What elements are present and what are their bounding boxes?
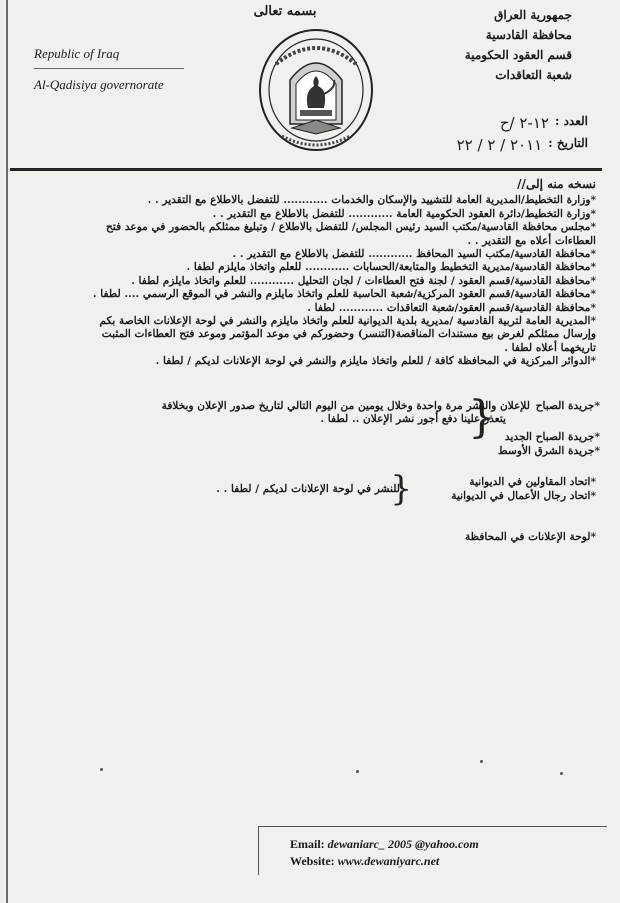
number-value: ١٢-٢ /ح bbox=[499, 114, 549, 132]
brace: { bbox=[390, 469, 412, 509]
governorate-ar: محافظة القادسية bbox=[485, 28, 572, 42]
newspaper-item: *جريدة الصباح bbox=[535, 400, 600, 412]
english-letterhead bbox=[34, 46, 214, 105]
list-item: *محافظة القادسية/قسم العقود / لجنة فتح العطاءات / لجان التحليل ............ للعلم واتخاذ مايلزم لطفا . bbox=[131, 274, 596, 287]
list-item: *المديرية العامة لتربية القادسية /مديرية بلدية الديوانية للعلم واتخاذ مايلزم والنشر في لوحة الإعلانات الخاصة بكم bbox=[99, 315, 596, 328]
date-label: التاريخ : bbox=[548, 136, 588, 150]
footer-contact bbox=[290, 836, 479, 870]
country-ar: جمهورية العراق bbox=[494, 8, 572, 22]
reference-block bbox=[388, 114, 588, 158]
contractors-block bbox=[36, 469, 596, 526]
website-value: www.dewaniyarc.net bbox=[337, 854, 440, 868]
arabic-letterhead bbox=[402, 8, 572, 88]
header-rule bbox=[10, 168, 602, 171]
country-en: Republic of Iraq bbox=[34, 46, 120, 61]
notice-board-item: *لوحة الإعلانات في المحافظة bbox=[465, 531, 596, 543]
department-ar: قسم العقود الحكومية bbox=[464, 48, 572, 62]
union-item: *اتحاد المقاولين في الديوانية bbox=[469, 476, 596, 488]
list-item: *وزارة التخطيط/المديرية العامة للتشييد والإسكان والخدمات ............ للتفضل بالاطلاع مع التقدير . . bbox=[147, 194, 596, 207]
page-edge-line bbox=[6, 0, 8, 903]
date-value: ٢٠١١ / ٢ / ٢٢ bbox=[456, 136, 543, 154]
list-item: وإرسال ممثلكم لغرض بيع مستندات المناقصة(التنسر) وحضوركم في موعد المؤتمر وموعد فتح العطاءات المثبت bbox=[101, 328, 596, 341]
newspaper-note-line: للإعلان والنشر مرة واحدة وخلال يومين من اليوم التالي لتاريخ صدور الإعلان وبخلافة bbox=[161, 400, 530, 412]
brace: { bbox=[468, 392, 496, 443]
number-label: العدد : bbox=[554, 114, 588, 128]
header-separator bbox=[34, 68, 184, 69]
list-item: *وزارة التخطيط/دائرة العقود الحكومية العامة ............ للتفضل بالاطلاع مع التقدير . . bbox=[212, 207, 596, 220]
distribution-list bbox=[16, 178, 596, 369]
email-value: dewaniarc_ 2005 @yahoo.com bbox=[327, 837, 479, 851]
governorate-en: Al-Qadisiya governorate bbox=[34, 77, 164, 92]
list-item: *محافظة القادسية/قسم العقود/شعبة التعاقدات ............ لطفا . bbox=[307, 301, 596, 314]
email-label: Email: bbox=[290, 837, 325, 851]
basmala: بسمه تعالى bbox=[253, 4, 317, 19]
list-item: *الدوائر المركزية في المحافظة كافة / للعلم واتخاذ مايلزم والنشر في لوحة الإعلانات لديكم / لطفا . bbox=[155, 355, 596, 368]
list-item: *محافظة القادسية/مديرية التخطيط والمتابعة/الحسابات ............ للعلم واتخاذ مايلزم لطفا . bbox=[186, 261, 596, 274]
union-item: *اتحاد رجال الأعمال في الديوانية bbox=[451, 490, 596, 502]
copy-to-heading: نسخه منه إلى// bbox=[517, 177, 596, 191]
newspaper-note bbox=[130, 400, 530, 426]
union-note: للنشر في لوحة الإعلانات لديكم / لطفا . . bbox=[216, 483, 400, 495]
newspapers-block bbox=[130, 392, 600, 460]
governorate-emblem bbox=[256, 28, 376, 156]
list-item: *محافظة القادسية/مكتب السيد المحافظ ............ للتفضل بالاطلاع مع التقدير . . bbox=[232, 248, 596, 261]
newspaper-item: *جريدة الشرق الأوسط bbox=[497, 445, 600, 457]
division-ar: شعبة التعاقدات bbox=[495, 68, 572, 82]
newspaper-item: *جريدة الصباح الجديد bbox=[504, 431, 600, 443]
newspaper-note-line: يتعذر علينا دفع أجور نشر الإعلان .. لطفا . bbox=[320, 413, 506, 425]
list-item: *مجلس محافظة القادسية/مكتب السيد رئيس المجلس/ للتفضل بالاطلاع / وتبليغ ممثلكم بالحضور في موعد فتح bbox=[106, 221, 596, 234]
list-item: تاريخهما أعلاه لطفا . bbox=[504, 341, 596, 354]
list-item: *محافظة القادسية/قسم العقود المركزية/شعبة الحاسبة للعلم واتخاذ مايلزم والنشر في الموقع الرسمي .... لطفا . bbox=[92, 288, 596, 301]
list-item: العطاءات أعلاه مع التقدير . . bbox=[467, 234, 596, 247]
website-label: Website: bbox=[290, 854, 335, 868]
